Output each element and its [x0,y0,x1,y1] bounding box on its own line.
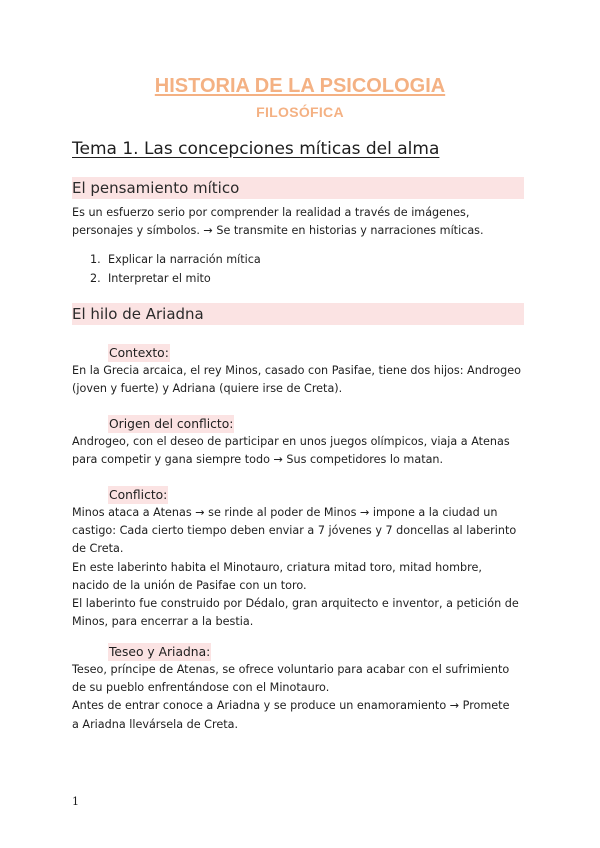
document-subtitle: FILOSÓFICA [256,104,344,120]
text-line: de su pueblo enfrentándose con el Minotauro. [72,681,330,695]
text-line: Minos ataca a Atenas → se rinde al poder de Minos → impone a la ciudad un [72,506,498,519]
list-text: Interpretar el mito [108,271,211,285]
text-line: de Creta. [72,542,124,556]
list-item [90,270,261,289]
topic-heading: Tema 1. Las concepciones míticas del alma [72,139,440,159]
text-line: para competir y gana siempre todo → Sus competidores lo matan. [72,453,444,467]
subheading-teseo: Teseo y Ariadna: [109,645,211,659]
text-line: Antes de entrar conoce a Ariadna y se produce un enamoramiento → Promete [72,699,510,713]
pensamiento-paragraph [72,204,532,240]
subheading-conflicto: Conflicto: [109,488,168,502]
list-item [90,251,261,270]
text-line: En la Grecia arcaica, el rey Minos, casado con Pasifae, tiene dos hijos: Androgeo [72,364,521,377]
subheading-origen: Origen del conflicto: [109,417,234,431]
ordered-list [90,251,261,288]
text-line: personajes y símbolos. → Se transmite en historias y narraciones míticas. [72,224,484,238]
text-line: En este laberinto habita el Minotauro, criatura mitad toro, mitad hombre, [72,560,482,574]
text-line: El laberinto fue construido por Dédalo, gran arquitecto e inventor, a petición de [72,597,519,611]
list-text: Explicar la narración mítica [108,253,261,266]
text-line: Es un esfuerzo serio por comprender la realidad a través de imágenes, [72,206,470,219]
teseo-paragraph [72,661,532,734]
contexto-paragraph [72,362,532,398]
text-line: Minos, para encerrar a la bestia. [72,615,254,629]
text-line: Androgeo, con el deseo de participar en unos juegos olímpicos, viaja a Atenas [72,435,510,448]
text-line: a Ariadna llevársela de Creta. [72,717,239,731]
origen-paragraph [72,433,532,469]
section-heading-pensamiento: El pensamiento mítico [72,177,524,199]
text-line: Teseo, príncipe de Atenas, se ofrece voluntario para acabar con el sufrimiento [72,663,510,676]
section-heading-ariadna: El hilo de Ariadna [72,303,524,325]
text-line: castigo: Cada cierto tiempo deben enviar a 7 jóvenes y 7 doncellas al laberinto [72,524,517,538]
list-number: 2. [90,271,101,285]
page-number: 1 [72,795,79,808]
text-line: nacido de la unión de Pasifae con un toro. [72,578,307,592]
list-number: 1. [90,253,101,266]
text-line: (joven y fuerte) y Adriana (quiere irse de Creta). [72,382,343,396]
conflicto-paragraph [72,504,532,631]
document-title: HISTORIA DE LA PSICOLOGIA [154,75,446,97]
subheading-contexto: Contexto: [109,346,169,360]
